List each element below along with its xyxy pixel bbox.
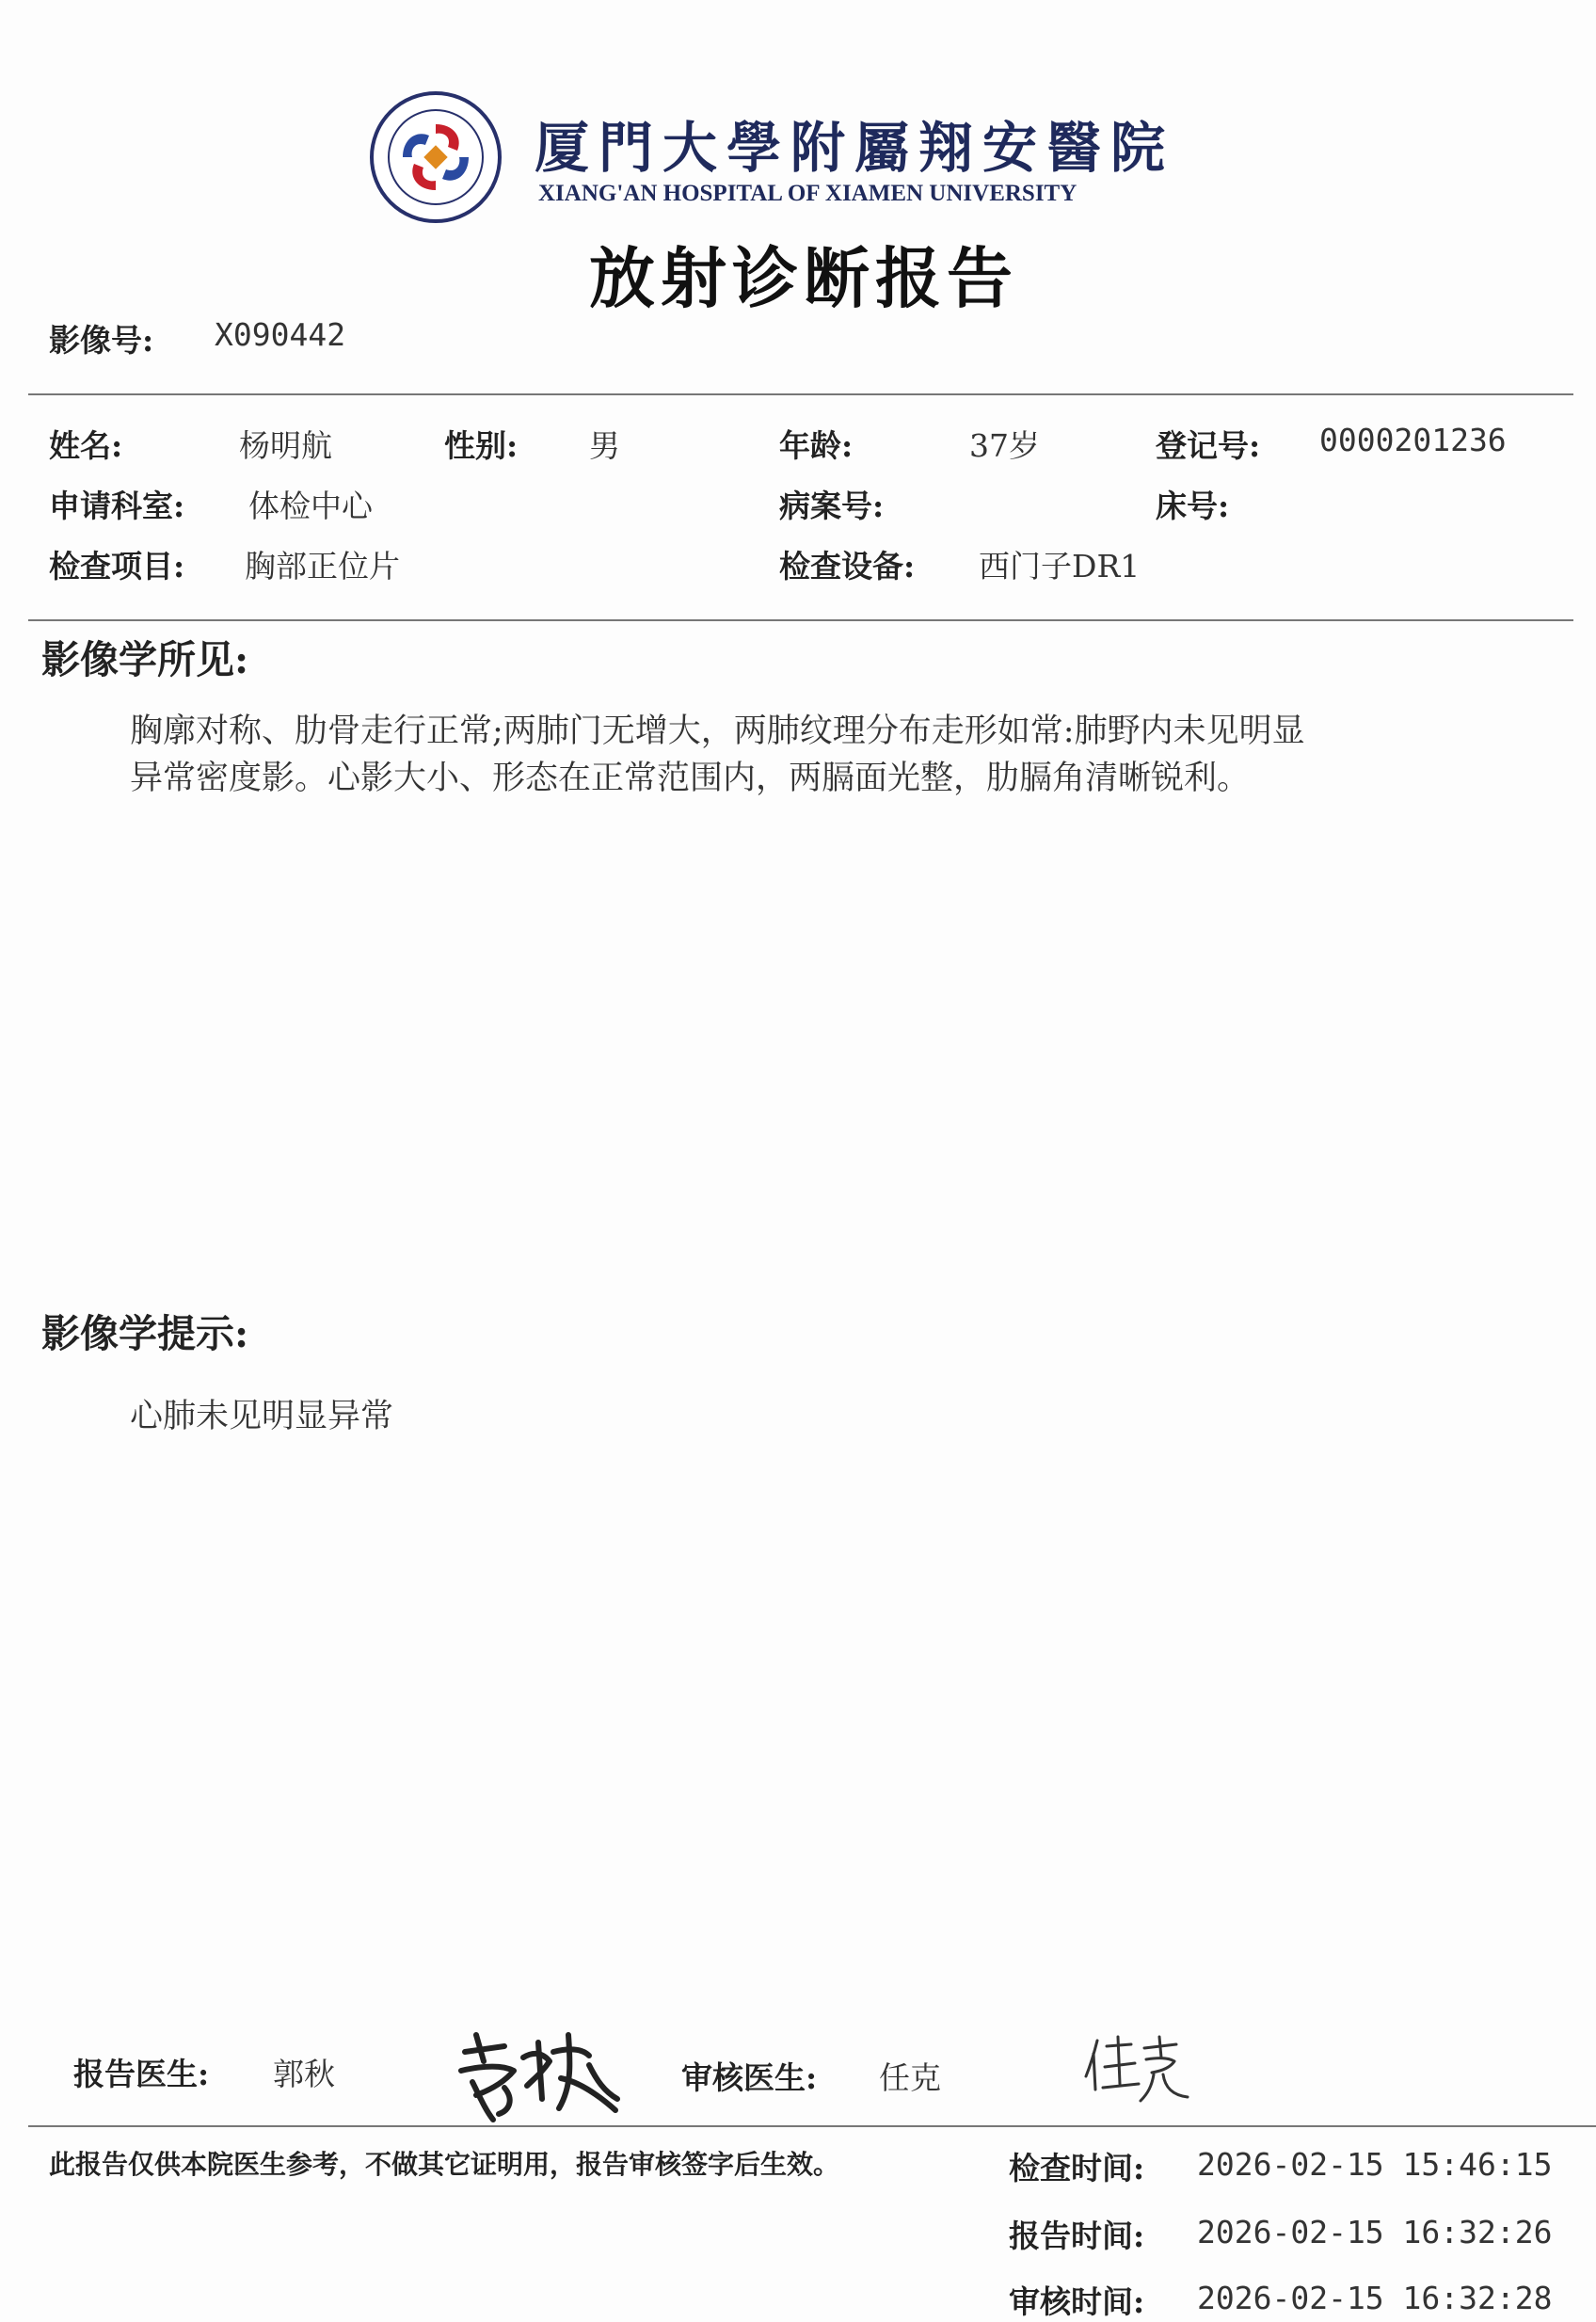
- bed-no-label: 床号:: [1156, 488, 1230, 524]
- exam-value: 胸部正位片: [245, 548, 400, 585]
- exam-label: 检查项目:: [49, 548, 185, 585]
- report-time-value: 2026-02-15 16:32:26: [1197, 2214, 1553, 2250]
- report-time-label: 报告时间:: [1009, 2218, 1145, 2254]
- review-doctor-label: 审核医生:: [681, 2059, 818, 2096]
- patient-age: 37岁: [969, 427, 1040, 464]
- patient-gender: 男: [589, 427, 620, 464]
- exam-time-label: 检查时间:: [1009, 2150, 1145, 2186]
- divider-info: [28, 619, 1573, 621]
- device-label: 检查设备:: [779, 548, 916, 585]
- image-no-value: X090442: [215, 316, 346, 353]
- findings-line-1: 胸廓对称、肋骨走行正常;两肺门无增大，两肺纹理分布走形如常:肺野内未见明显: [130, 713, 1305, 750]
- reg-no-value: 0000201236: [1319, 422, 1507, 458]
- report-disclaimer: 此报告仅供本院医生参考，不做其它证明用，报告审核签字后生效。: [49, 2149, 840, 2180]
- name-label: 姓名:: [49, 427, 123, 464]
- impression-text: 心肺未见明显异常: [130, 1398, 394, 1435]
- patient-name: 杨明航: [239, 427, 332, 464]
- dept-label: 申请科室:: [49, 488, 185, 524]
- hospital-name-en: XIANG'AN HOSPITAL OF XIAMEN UNIVERSITY: [538, 181, 1077, 206]
- image-no-label: 影像号:: [49, 322, 154, 359]
- review-doctor-name: 任克: [879, 2059, 941, 2096]
- reg-no-label: 登记号:: [1156, 427, 1261, 464]
- report-doctor-signature: [448, 2024, 627, 2131]
- hospital-logo: [369, 90, 503, 224]
- hospital-name-cn: 厦門大學附屬翔安醫院: [535, 116, 1175, 180]
- review-time-label: 审核时间:: [1009, 2283, 1145, 2320]
- review-time-value: 2026-02-15 16:32:28: [1197, 2280, 1553, 2316]
- report-doctor-name: 郭秋: [273, 2056, 335, 2092]
- dept-value: 体检中心: [248, 488, 373, 524]
- age-label: 年龄:: [779, 427, 854, 464]
- findings-text: [130, 708, 1494, 802]
- report-doctor-label: 报告医生:: [73, 2056, 210, 2092]
- case-no-label: 病案号:: [779, 488, 885, 524]
- findings-line-2: 异常密度影。心影大小、形态在正常范围内，两膈面光整，肋膈角清晰锐利。: [130, 760, 1251, 797]
- review-doctor-signature: [1082, 2033, 1195, 2112]
- report-title: 放射诊断报告: [589, 239, 1018, 317]
- device-value: 西门子DR1: [979, 548, 1141, 585]
- divider-top: [28, 393, 1573, 395]
- impression-heading: 影像学提示:: [41, 1311, 249, 1356]
- gender-label: 性别:: [444, 427, 519, 464]
- divider-bottom: [28, 2125, 1596, 2127]
- findings-heading: 影像学所见:: [41, 637, 249, 682]
- exam-time-value: 2026-02-15 15:46:15: [1197, 2146, 1553, 2183]
